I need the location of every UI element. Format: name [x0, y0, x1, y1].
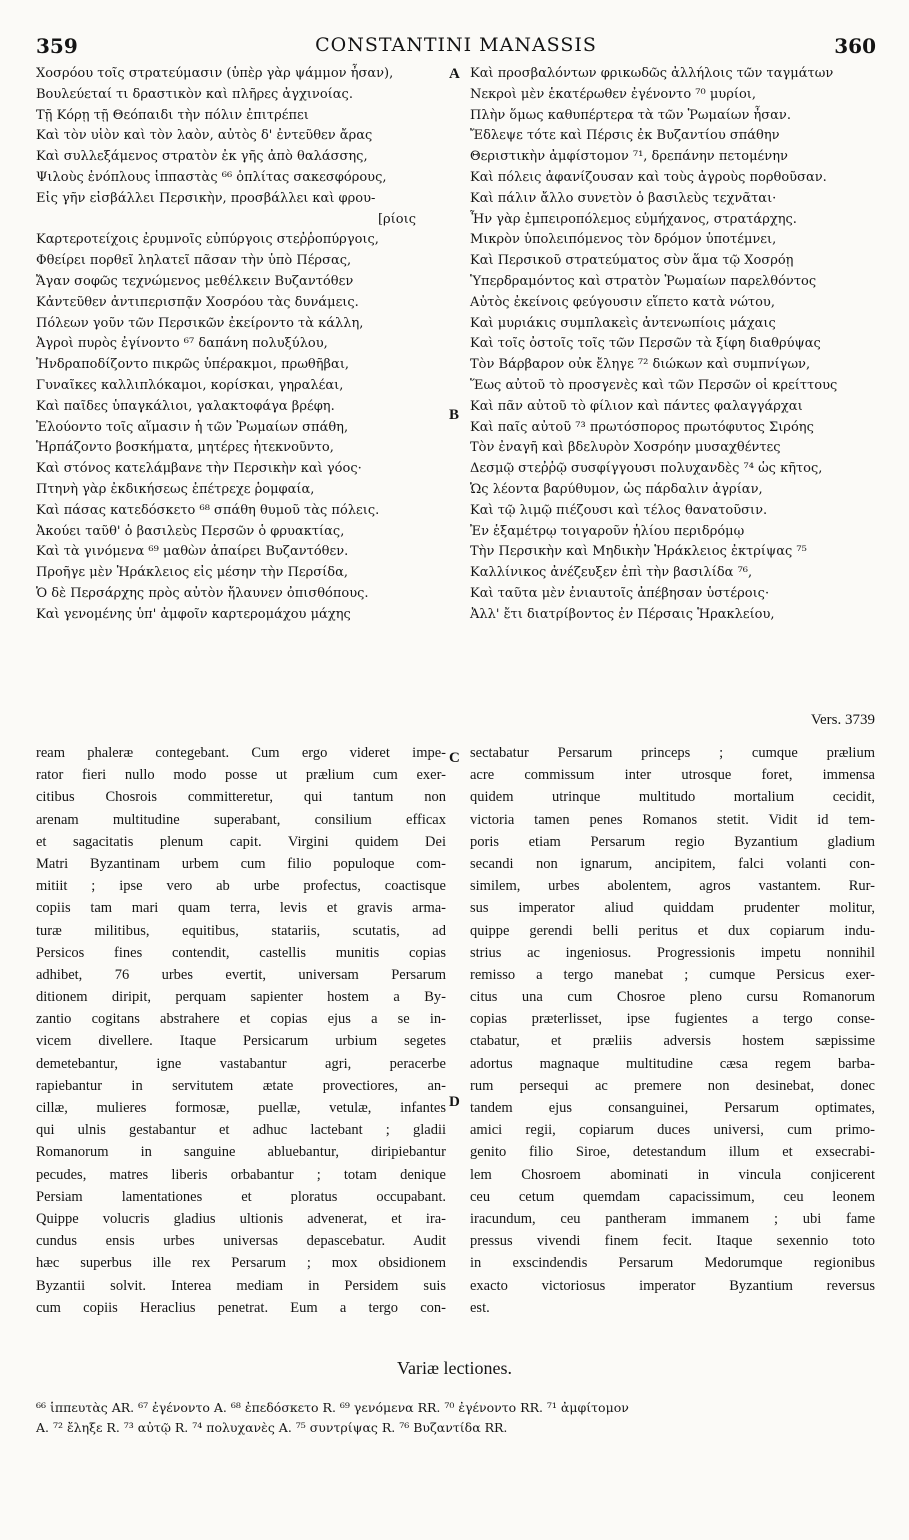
greek-verse-line: Καρτερoτείχοις ἐρυμνοῖς εὐπύργοις στεῤῥοπύργοις,	[36, 232, 379, 248]
page-number-left: 359	[36, 34, 78, 58]
latin-text-line: strius ac ingeniosus. Progressionis impetu nonnihil	[470, 944, 875, 961]
greek-verse-line: Νεκροὶ μὲν ἑκατέρωθεν ἐγένοντο ⁷⁰ μυρίοι,	[470, 86, 757, 102]
greek-verse-line: Καὶ τὸν υἱὸν καὶ τὸν λαὸν, αὐτὸς δ' ἐντεῦθεν ἄρας	[36, 128, 373, 144]
latin-text-line: in exscindendis Persarum Medorumque regionibus	[470, 1255, 875, 1272]
greek-verse-line: Καλλίνικος ἀνέζευξεν ἐπὶ τὴν βασιλίδα ⁷⁶,	[470, 565, 753, 581]
latin-text-line: lem Chosroem abominati in vincula conjicerent	[470, 1166, 875, 1183]
greek-verse-line: Καὶ ταῦτα μὲν ἐνιαυτοῖς ἀπέβησαν ὑστέροις·	[470, 585, 770, 601]
latin-text-line: adortus magnaque multitudine cæsa regem barba-	[470, 1055, 875, 1072]
latin-text-line: turæ militibus, equitibus, statariis, scutatis, ad	[36, 922, 446, 939]
greek-verse-line: Καὶ συλλεξάμενος στρατὸν ἐκ γῆς ἀπὸ θαλάσσης,	[36, 149, 368, 165]
latin-text-line: pecudes, matres liberis orbabantur ; totam denique	[36, 1166, 446, 1183]
greek-verse-line: [ρίοις	[377, 211, 416, 227]
greek-verse-line: Πτηνὴ γὰρ ἐκδικήσεως ἐπέτρεχε ῥομφαία,	[36, 481, 315, 497]
greek-verse-line: Ἐν ἑξαμέτρῳ τοιγαροῦν ἡλίου περιδρόμῳ	[470, 523, 745, 539]
greek-verse-line: Αὐτὸς ἐκείνοις φεύγουσιν εἵπετο κατὰ νώτου,	[470, 294, 775, 310]
latin-text-line: remisso a tergo manebat ; cumque Persicus exer-	[470, 966, 875, 983]
latin-text-line: poris etiam Persarum regio Byzantium gladium	[470, 833, 875, 850]
section-marker-d: D	[449, 1094, 460, 1110]
page-number-right: 360	[834, 34, 876, 58]
greek-verse-line: Ἀγροὶ πυρὸς ἐγίνοντο ⁶⁷ δαπάνη πολυξύλου,	[36, 336, 328, 352]
latin-text-line: secandi non ignarum, ancipitem, falci volanti con-	[470, 855, 875, 872]
greek-verse-line: Προῆγε μὲν Ἡράκλειος εἰς μέσην τὴν Περσίδα,	[36, 565, 349, 581]
latin-text-line: ceu cetum quemdam capacissimum, ceu leonem	[470, 1188, 875, 1205]
latin-text-line: sus imperator aliud quiddam prudenter molitur,	[470, 900, 875, 917]
latin-text-line: arenam multitudine superabant, consilium efficax	[36, 811, 446, 828]
latin-text-line: exacto victoriosus imperator Byzantium reversus	[470, 1277, 875, 1294]
latin-text-line: copias præterlisset, ipse fugientes a tergo conse-	[470, 1011, 875, 1028]
latin-text-line: rum persequi ac premere non desinebat, donec	[470, 1077, 875, 1094]
latin-text-line: victoria tamen penes Romanos stetit. Vidit id tem-	[470, 811, 875, 828]
latin-text-line: hæc superbus ille rex Persarum ; mox obsidionem	[36, 1255, 446, 1272]
greek-verse-line: Ἀκούει ταῦθ' ὁ βασιλεὺς Περσῶν ὁ φρυακτίας,	[36, 523, 345, 539]
greek-verse-line: Κἀντεῦθεν ἀντιπερισπᾷν Χοσρόου τὰς δυνάμεις.	[36, 294, 359, 310]
latin-text-line: acre commissum inter utrosque foret, immensa	[470, 767, 875, 784]
greek-verse-line: Φθείρει πορθεῖ ληλατεῖ πᾶσαν τὴν ὑπὸ Πέρσας,	[36, 253, 352, 269]
variae-lectiones-heading: Variæ lectiones.	[397, 1358, 512, 1378]
latin-text-line: quippe gerendi belli peritus et dux copiarum indu-	[470, 922, 875, 939]
latin-text-line: amici regii, copiarum duces universi, cum primo-	[470, 1122, 875, 1139]
latin-text-line: adhibet, 76 urbes evertit, universam Persarum	[36, 966, 446, 983]
latin-text-line: cum copiis Heraclius penetrat. Eum a tergo con-	[36, 1299, 446, 1316]
latin-text-line: tandem ejus consanguinei, Persarum optimates,	[470, 1100, 875, 1116]
greek-verse-line: Δεσμῷ στεῤῥῷ συσφίγγουσι πολυχανδὲς ⁷⁴ ὡς κῆτος,	[470, 461, 823, 477]
greek-verse-line: Ἦν γὰρ ἐμπειροπόλεμος εὐμήχανος, στρατάρχης.	[470, 211, 797, 227]
greek-verse-line: Καὶ παῖδες ὑπαγκάλιοι, γαλακτοφάγα βρέφη.	[36, 398, 335, 414]
greek-verse-line: Θεριστικὴν ἀμφίστομον ⁷¹, δρεπάνην πετομένην	[470, 149, 788, 165]
latin-text-line: zantio cogitans abstrahere et copias ejus a se in-	[36, 1011, 446, 1028]
greek-verse-line: Τὸν ἐναγῆ καὶ βδελυρὸν Χοσρόην μυσαχθέντες	[470, 440, 781, 456]
greek-verse-line: Καὶ πᾶν αὐτοῦ τὸ φίλιον καὶ πάντες φαλαγγάρχαι	[470, 398, 803, 414]
latin-text-line: quidem utrinque multitudo mortalium cecidit,	[470, 789, 875, 806]
greek-verse-line: Μικρὸν ὑπολειπόμενος τὸν δρόμον ὑποτέμνει,	[470, 232, 777, 248]
greek-verse-line: Βουλεύεταί τι δραστικὸν καὶ πλῆρες ἀγχινοίας.	[36, 86, 353, 102]
running-title: CONSTANTINI MANASSIS	[315, 34, 597, 56]
greek-verse-line: Καὶ παῖς αὐτοῦ ⁷³ πρωτόσπορος πρωτόφυτος Σιρόης	[470, 419, 814, 435]
section-marker-a: A	[449, 66, 460, 82]
latin-column-right	[470, 742, 875, 1319]
greek-verse-line: Καὶ πάσας κατεδόσκετο ⁶⁸ σπάθη θυμοῦ τὰς πόλεις.	[36, 502, 380, 518]
latin-text-line: citibus Chosrois committeretur, qui tantum non	[36, 789, 446, 806]
greek-verse-line: Ἄγαν σοφῶς τεχνώμενος μεθέλκειν Βυζαντόθεν	[36, 273, 354, 289]
latin-text-line: citus una cum Chosroe pleno cursu Romanorum	[470, 989, 875, 1006]
latin-text-line: rapiebantur in servitutem ætate provectiores, an-	[36, 1077, 446, 1094]
latin-text-line: cundus ensis urbes universas depascebatur. Audit	[36, 1233, 446, 1250]
latin-text-line: iracundum, ceu pantheram immanem ; ubi fame	[470, 1210, 875, 1227]
page-header	[36, 34, 876, 60]
latin-text-line: pressus vivendi finem fecit. Itaque sexennio toto	[470, 1233, 875, 1250]
greek-verse-line: Ψιλοὺς ἐνόπλους ἱππαστὰς ⁶⁶ ὁπλίτας σακεσφόρους,	[36, 169, 387, 185]
latin-text-line: vicem divellere. Itaque Persicarum urbium segetes	[36, 1033, 446, 1050]
latin-text-line: Persiam lamentationes et ploratus occupabant.	[36, 1188, 446, 1205]
greek-verse-line: Ἔδλεψε τότε καὶ Πέρσις ἐκ Βυζαντίου σπάθην	[470, 128, 780, 144]
greek-verse-line: Πλὴν ὅμως καθυπέρτερα τὰ τῶν Ῥωμαίων ἦσαν.	[470, 107, 791, 123]
latin-text-line: similem, urbes abolentem, agros vastantem. Rur-	[470, 878, 875, 895]
latin-column-left	[36, 742, 446, 1319]
greek-verse-line: Καὶ προσβαλόντων φρικωδῶς ἀλλήλοις τῶν ταγμάτων	[470, 66, 834, 81]
latin-text-line: ream phaleræ contegebant. Cum ergo videret impe-	[36, 745, 446, 761]
latin-text-line: ctabatur, et præliis adversis hostem sæpissime	[470, 1033, 875, 1050]
greek-verse-line: Ἐλούοντο τοῖς αἵμασιν ἡ τῶν Ῥωμαίων σπάθη,	[36, 419, 349, 435]
greek-verse-line: Ὁ δὲ Περσάρχης πρὸς αὐτὸν ἤλαυνεν ὀπισθόπους.	[36, 585, 369, 601]
greek-verse-line: Τὸν Βάρβαρον οὐκ ἔληγε ⁷² διώκων καὶ συμπνίγων,	[470, 357, 811, 373]
greek-verse-line: Ὡς λέοντα βαρύθυμον, ὡς πάρδαλιν ἀγρίαν,	[470, 481, 763, 497]
latin-text-line: Byzantii solvit. Interea mediam in Persidem suis	[36, 1277, 446, 1294]
variant-note-line: ⁶⁶ ἱππευτὰς AR. ⁶⁷ ἐγένοντο A. ⁶⁸ ἐπεδόσκετο R. ⁶⁹ γενόμενα RR. ⁷⁰ ἐγένοντο RR. ⁷¹ ἀμφίτομον	[36, 1400, 629, 1415]
latin-text-line: qui ulnis gestabantur et adhuc lactebant ; gladii	[36, 1122, 446, 1139]
latin-text-line: ditionem diripit, perquam sapienter hostem a By-	[36, 989, 446, 1006]
greek-verse-line: Ἕως αὐτοῦ τὸ προσγενὲς καὶ τῶν Περσῶν οἱ κρείττους	[470, 377, 838, 393]
greek-verse-line: Χοσρόου τοῖς στρατεύμασιν (ὑπὲρ γὰρ ψάμμον ἦσαν),	[36, 66, 394, 81]
latin-text-line: Romanorum in sanguine abluebantur, diripiebantur	[36, 1144, 446, 1161]
greek-verse-line: Γυναῖκες καλλιπλόκαμοι, κορίσκαι, γηραλέαι,	[36, 377, 344, 393]
greek-verse-line: Καὶ τὰ γινόμενα ⁶⁹ μαθὼν ἀπαίρει Βυζαντόθεν.	[36, 544, 349, 560]
greek-verse-line: Ἀλλ' ἔτι διατρίβοντος ἐν Πέρσαις Ἡρακλείου,	[470, 606, 775, 622]
greek-verse-line: Εἰς γῆν εἰσβάλλει Περσικὴν, προσβάλλει καὶ φρου-	[36, 190, 376, 206]
section-marker-c: C	[449, 750, 460, 766]
latin-text-line: et sagacitatis plenum capit. Virgini quidem Dei	[36, 833, 446, 850]
latin-text-line: Persicos fines contendit, castellis munitis copias	[36, 944, 446, 961]
latin-text-line: sectabatur Persarum princeps ; cumque prælium	[470, 745, 875, 761]
latin-text-line: Matri Byzantinam urbem cum filio populoque com-	[36, 855, 446, 872]
latin-text-line: Quippe volucris gladius ultionis advenerat, et ira-	[36, 1210, 446, 1227]
greek-verse-line: Ἡρπάζοντο βοσκήματα, μητέρες ἠτεκνοῦντο,	[36, 440, 334, 456]
greek-column-right	[470, 64, 880, 626]
section-marker-b: B	[449, 407, 460, 423]
latin-text-line: mitiit ; ipse vero ab urbe profectus, coactisque	[36, 878, 446, 895]
variant-note-line: A. ⁷² ἔληξε R. ⁷³ αὐτῷ R. ⁷⁴ πολυχανὲς A. ⁷⁵ συντρίψας R. ⁷⁶ Βυζαντίδα RR.	[36, 1420, 508, 1435]
greek-column-left	[36, 64, 446, 626]
greek-verse-line: Καὶ γενομένης ὑπ' ἀμφοῖν καρτερομάχου μάχης	[36, 606, 351, 622]
greek-verse-line: Καὶ τῷ λιμῷ πιέζουσι καὶ τέλος θανατοῦσιν.	[470, 502, 768, 518]
latin-text-line: est.	[470, 1299, 490, 1316]
greek-verse-line: Καὶ μυριάκις συμπλακεὶς ἀντενωπίοις μάχαις	[470, 315, 776, 331]
greek-verse-line: Καὶ στόνος κατελάμβανε τὴν Περσικὴν καὶ γόος·	[36, 461, 362, 477]
variant-notes	[36, 1398, 876, 1438]
greek-verse-line: Καὶ πάλιν ἄλλο συνετὸν ὁ βασιλεὺς τεχνᾶται·	[470, 190, 777, 206]
latin-text-line: demetebantur, igne vastabantur agri, peracerbe	[36, 1055, 446, 1072]
latin-text-line: genito filio Siroe, detestandum illum et exsecrabi-	[470, 1144, 875, 1161]
latin-text-line: rator fieri nullo modo posse ut prælium cum exer-	[36, 767, 446, 784]
latin-text-line: cillæ, mulieres formosæ, puellæ, vetulæ, infantes	[36, 1100, 446, 1116]
greek-verse-line: Καὶ τοῖς ὀστοῖς τοῖς τῶν Περσῶν τὰ ξίφη διαθρύψας	[470, 336, 821, 352]
latin-text-line: copiis tam mari quam terra, levis et gravis arma-	[36, 900, 446, 917]
greek-verse-line: Καὶ πόλεις ἀφανίζουσαν καὶ τοὺς ἀγροὺς πορθοῦσαν.	[470, 169, 827, 185]
greek-verse-line: Τὴν Περσικὴν καὶ Μηδικὴν Ἡράκλειος ἐκτρίψας ⁷⁵	[470, 544, 807, 560]
greek-verse-line: Πόλεων γοῦν τῶν Περσικῶν ἐκείροντο τὰ κάλλη,	[36, 315, 364, 331]
greek-verse-line: Ἠνδραποδίζοντο πικρῶς ὑπέρακμοι, πρωθῆβαι,	[36, 357, 350, 373]
greek-verse-line: Ὑπερδραμόντος καὶ στρατὸν Ῥωμαίων παρελθόντος	[470, 273, 817, 289]
verse-number: Vers. 3739	[810, 712, 875, 728]
greek-verse-line: Καὶ Περσικοῦ στρατεύματος σὺν ἅμα τῷ Χοσρόῃ	[470, 253, 794, 269]
greek-verse-line: Τῇ Κόρῃ τῇ Θεόπαιδι τὴν πόλιν ἐπιτρέπει	[36, 107, 309, 123]
